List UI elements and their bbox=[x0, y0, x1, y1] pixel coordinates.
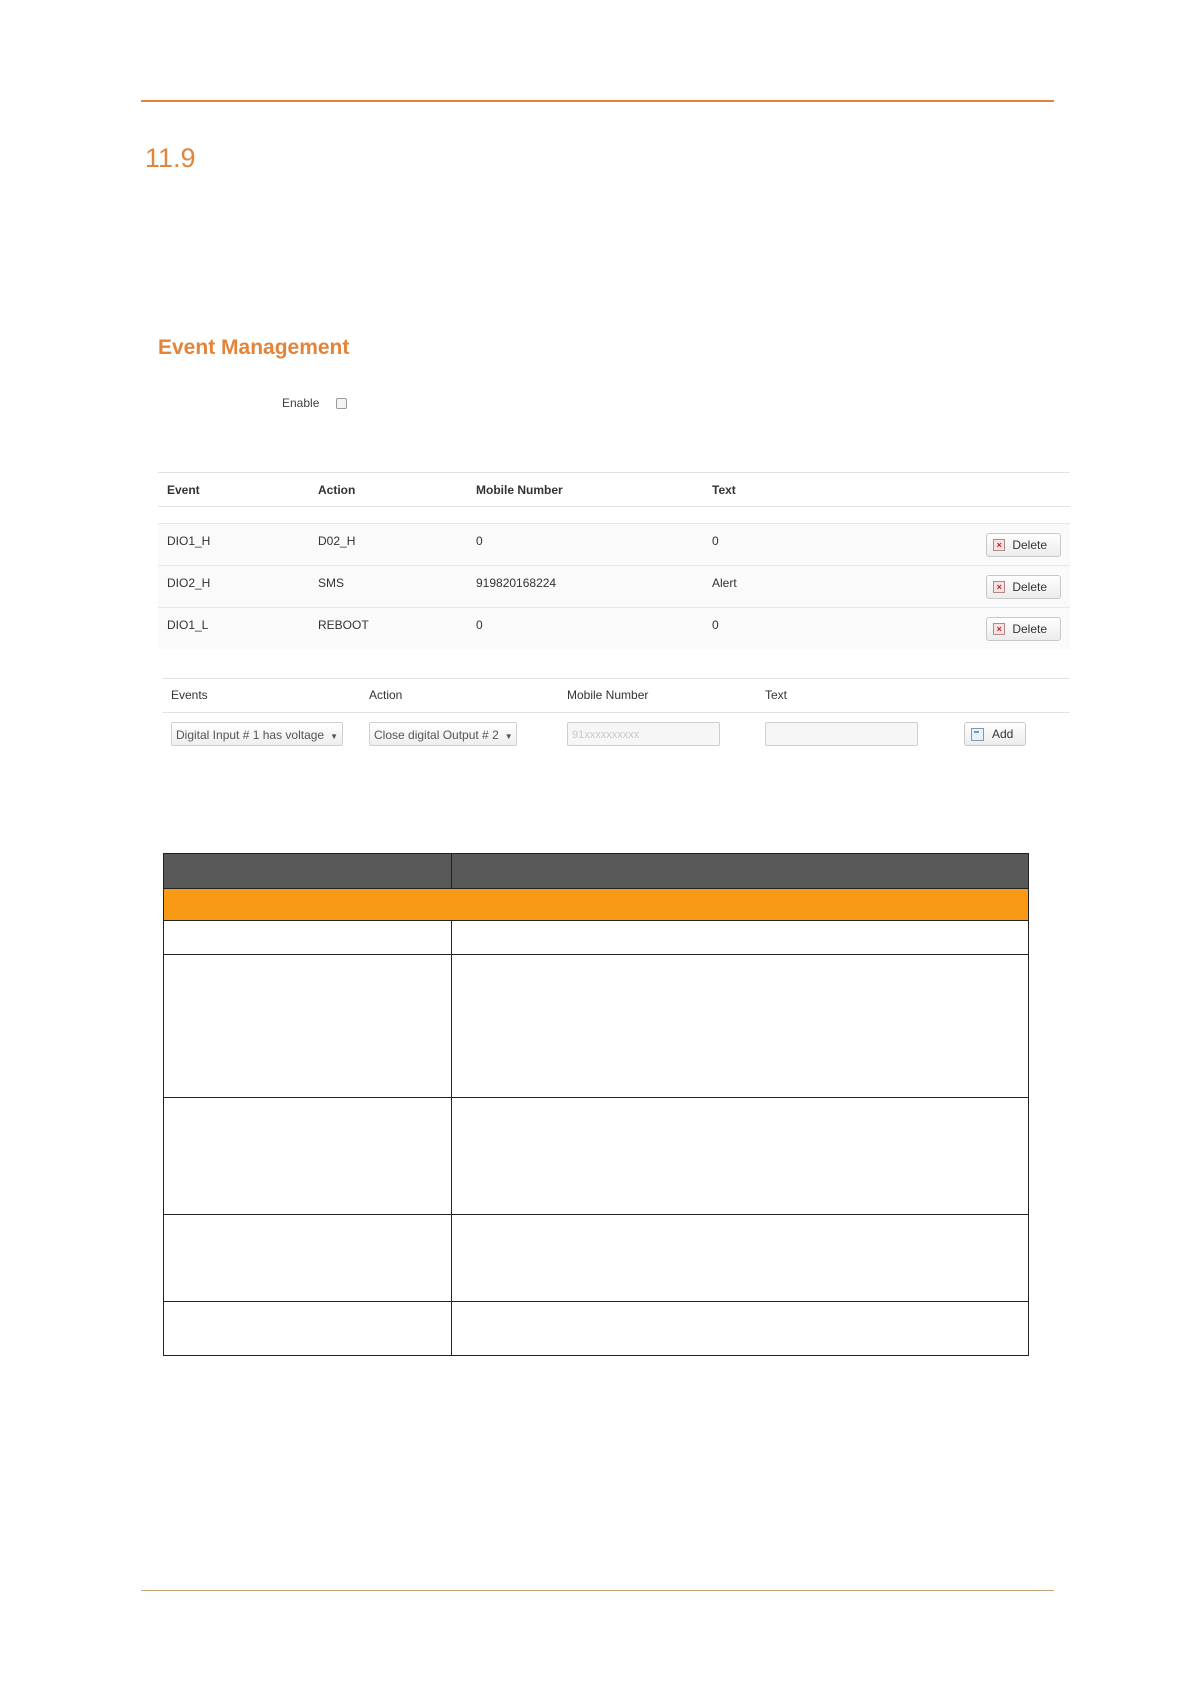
col-header-mobile: Mobile Number bbox=[467, 473, 703, 507]
table-row bbox=[164, 1098, 1029, 1215]
enable-row bbox=[282, 396, 347, 410]
table-row bbox=[158, 608, 1070, 650]
cell-action: D02_H bbox=[318, 533, 356, 548]
delete-label: Delete bbox=[1012, 537, 1047, 552]
cell-mobile: 0 bbox=[476, 533, 483, 548]
cell-event: DIO1_H bbox=[167, 533, 211, 548]
delete-icon: × bbox=[993, 581, 1005, 593]
cell-event: DIO2_H bbox=[167, 575, 211, 590]
table-row bbox=[158, 524, 1070, 566]
enable-label: Enable bbox=[282, 396, 320, 410]
cell-action: REBOOT bbox=[318, 617, 369, 632]
cell-mobile: 919820168224 bbox=[476, 575, 557, 590]
footer-rule bbox=[141, 1590, 1054, 1591]
table-row bbox=[158, 566, 1070, 608]
col-header-action: Action bbox=[309, 473, 467, 507]
table-row bbox=[164, 921, 1029, 955]
add-event-form bbox=[162, 678, 1070, 753]
add-form-header bbox=[162, 678, 1070, 713]
table-row bbox=[164, 1302, 1029, 1356]
delete-button[interactable] bbox=[986, 533, 1061, 557]
col-header-actions bbox=[832, 473, 1070, 507]
cell-action: SMS bbox=[318, 575, 345, 590]
col-header-event: Event bbox=[158, 473, 309, 507]
add-col-action: Action bbox=[369, 688, 403, 702]
col-header-text: Text bbox=[703, 473, 832, 507]
add-icon bbox=[971, 728, 984, 741]
cell-text: Alert bbox=[712, 575, 737, 590]
header-rule bbox=[141, 100, 1054, 102]
delete-icon: × bbox=[993, 623, 1005, 635]
table-row bbox=[164, 955, 1029, 1098]
band-cell bbox=[164, 889, 1029, 921]
cell-text: 0 bbox=[712, 533, 719, 548]
delete-button[interactable] bbox=[986, 575, 1061, 599]
add-col-events: Events bbox=[171, 688, 208, 702]
event-table bbox=[158, 472, 1070, 649]
add-button[interactable] bbox=[964, 722, 1026, 746]
enable-checkbox[interactable] bbox=[336, 398, 347, 409]
chevron-down-icon: ▼ bbox=[504, 732, 513, 741]
add-label: Add bbox=[992, 727, 1014, 741]
header-cell bbox=[164, 854, 452, 889]
mobile-number-input[interactable] bbox=[567, 722, 720, 746]
header-cell bbox=[452, 854, 1029, 889]
cell-text: 0 bbox=[712, 617, 719, 632]
section-number: 11.9 bbox=[145, 143, 196, 173]
chevron-down-icon: ▼ bbox=[330, 732, 339, 741]
page-title: Event Management bbox=[158, 336, 350, 359]
event-select-value: Digital Input # 1 has voltage bbox=[176, 728, 325, 742]
add-col-text: Text bbox=[765, 688, 788, 702]
mobile-number-placeholder: 91xxxxxxxxxx bbox=[572, 729, 640, 741]
cell-mobile: 0 bbox=[476, 617, 483, 632]
parameter-table bbox=[163, 853, 1029, 1356]
action-select-value: Close digital Output # 2 bbox=[374, 728, 499, 742]
action-select[interactable] bbox=[369, 722, 517, 746]
delete-icon: × bbox=[993, 539, 1005, 551]
parameter-table-band bbox=[164, 889, 1029, 921]
parameter-table-header bbox=[164, 854, 1029, 889]
table-row bbox=[164, 1215, 1029, 1302]
event-select[interactable] bbox=[171, 722, 343, 746]
cell-event: DIO1_L bbox=[167, 617, 209, 632]
delete-label: Delete bbox=[1012, 579, 1047, 594]
delete-label: Delete bbox=[1012, 621, 1047, 636]
text-input[interactable] bbox=[765, 722, 918, 746]
delete-button[interactable] bbox=[986, 617, 1061, 641]
add-col-mobile: Mobile Number bbox=[567, 688, 649, 702]
